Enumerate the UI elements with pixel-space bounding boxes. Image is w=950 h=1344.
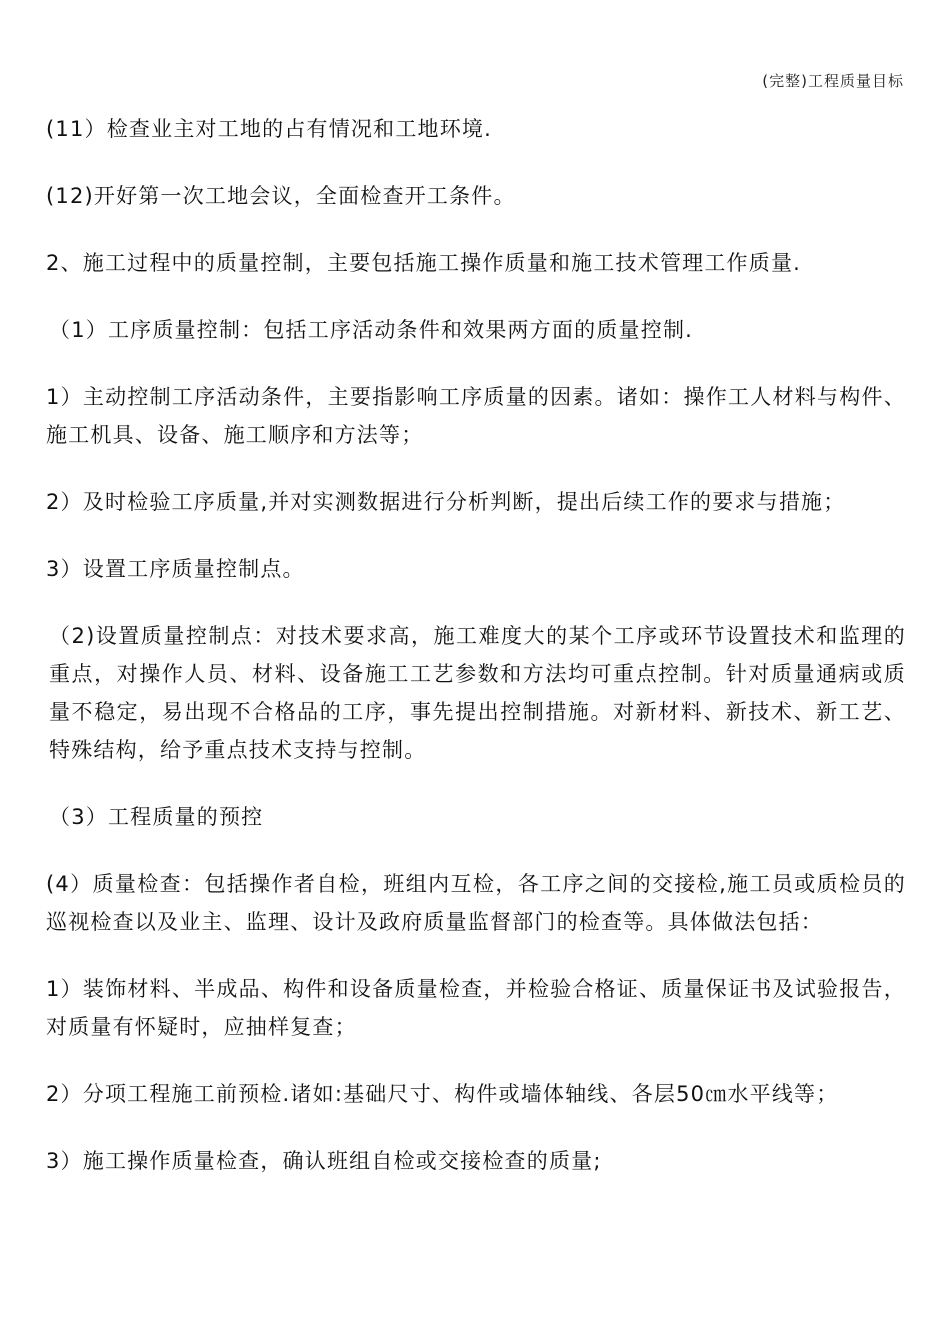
paragraph-section-2: 2、施工过程中的质量控制，主要包括施工操作质量和施工技术管理工作质量. — [46, 251, 802, 275]
paragraph-material-inspection: 1）装饰材料、半成品、构件和设备质量检查，并检验合格证、质量保证书及试验报告，对质量有怀疑时，应抽样复查； — [46, 977, 906, 1039]
paragraph-timely-inspection: 2）及时检验工序质量,并对实测数据进行分析判断，提出后续工作的要求与措施； — [46, 490, 846, 514]
paragraph-process-quality-control: （1）工序质量控制：包括工序活动条件和效果两方面的质量控制. — [49, 318, 694, 342]
paragraph-pre-inspection: 2）分项工程施工前预检.诸如:基础尺寸、构件或墙体轴线、各层50㎝水平线等； — [46, 1082, 839, 1106]
page-header-title: (完整)工程质量目标 — [762, 72, 904, 90]
paragraph-quality-control-points: （2)设置质量控制点：对技术要求高，施工难度大的某个工序或环节设置技术和监理的重点，对操作人员、材料、设备施工工艺参数和方法均可重点控制。针对质量通病或质量不稳定，易出现不合格品的工序，事先提出控制措施。对新材料、新技术、新工艺、特殊结构，给予重点技术支持与控制。 — [49, 624, 906, 762]
paragraph-item-11: (11）检查业主对工地的占有情况和工地环境. — [46, 117, 492, 141]
paragraph-set-control-points: 3）设置工序质量控制点。 — [46, 557, 305, 581]
paragraph-quality-inspection: (4）质量检查：包括操作者自检，班组内互检，各工序之间的交接检,施工员或质检员的巡视检查以及业主、监理、设计及政府质量监督部门的检查等。具体做法包括： — [46, 872, 906, 934]
paragraph-operation-inspection: 3）施工操作质量检查，确认班组自检或交接检查的质量; — [46, 1149, 602, 1173]
paragraph-quality-precontrol: （3）工程质量的预控 — [49, 805, 264, 829]
paragraph-active-control: 1）主动控制工序活动条件，主要指影响工序质量的因素。诸如：操作工人材料与构件、施工机具、设备、施工顺序和方法等； — [46, 385, 906, 447]
document-body — [46, 110, 906, 1209]
paragraph-item-12: (12)开好第一次工地会议，全面检查开工条件。 — [46, 184, 516, 208]
